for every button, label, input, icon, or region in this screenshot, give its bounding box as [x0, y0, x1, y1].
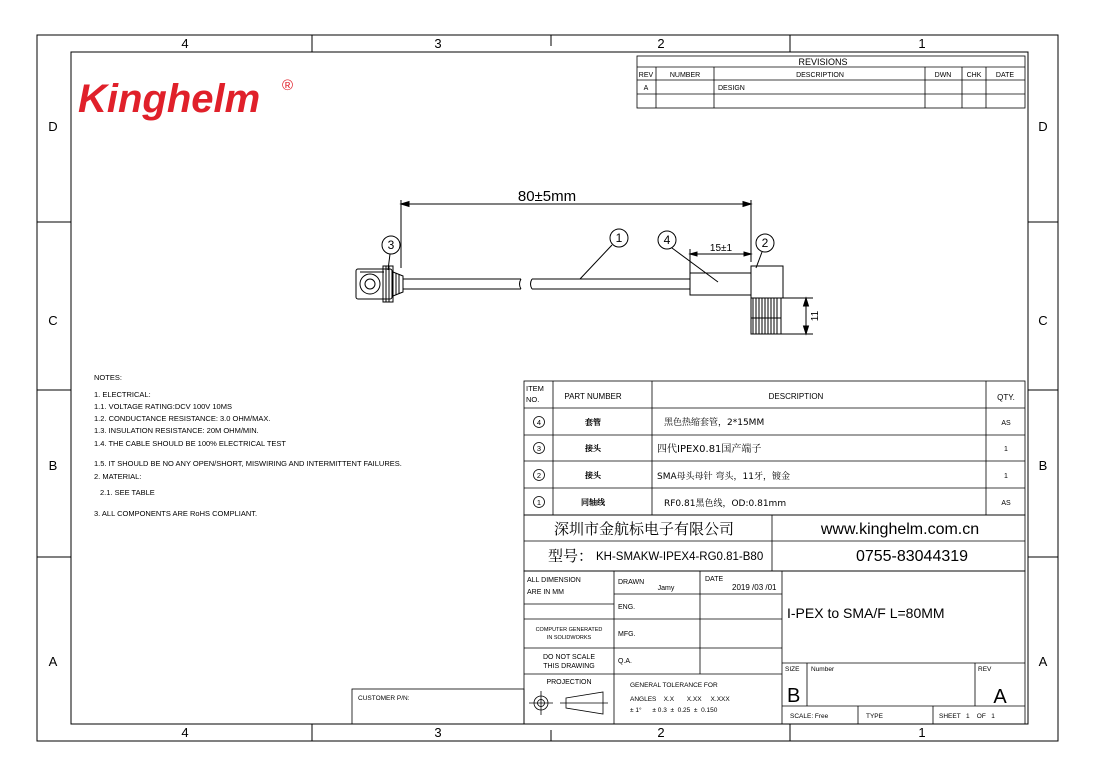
rev-header-date: DATE [995, 72, 1015, 79]
scale-label: SCALE: Free [790, 713, 829, 720]
qa-label: Q.A. [618, 658, 633, 665]
zone-bottom-3: 3 [434, 725, 442, 740]
note-line: 1.5. IT SHOULD BE NO ANY OPEN/SHORT, MISWIRING AND INTERMITTENT FAILURES. [94, 459, 402, 468]
computer-generated-label: COMPUTER GENERATED [535, 627, 603, 633]
bom-desc: RF0.81黑色线，OD:0.81mm [664, 499, 787, 509]
bom-part: 套管 [585, 418, 601, 427]
sleeve-length-dimension: 15±1 [709, 243, 733, 254]
zone-right-d: D [1038, 119, 1048, 134]
zone-top-1: 1 [918, 36, 926, 51]
rev-header-number: NUMBER [669, 72, 701, 79]
bom-item-no: 3 [536, 444, 542, 453]
bom-item-no: 2 [536, 471, 542, 480]
tolerance-title: GENERAL TOLERANCE FOR [630, 682, 718, 689]
number-label: Number [811, 666, 835, 673]
note-line: 1. ELECTRICAL: [94, 390, 151, 399]
bom-qty: 1 [1004, 446, 1008, 453]
bom-qty: AS [1001, 420, 1011, 427]
zone-left-d: D [48, 119, 58, 134]
zone-bottom-4: 4 [181, 725, 189, 740]
rev-header-chk: CHK [966, 72, 982, 79]
date-label: DATE [705, 576, 724, 583]
drawn-label: DRAWN [618, 579, 645, 586]
zone-bottom-1: 1 [918, 725, 926, 740]
note-line: 2. MATERIAL: [94, 472, 142, 481]
projection-label: PROJECTION [546, 679, 592, 686]
model-number: KH-SMAKW-IPEX4-RG0.81-B80 [596, 551, 764, 563]
all-dimension-unit: ARE IN MM [527, 589, 564, 596]
size-value: B [787, 685, 801, 707]
bom-header-description: DESCRIPTION [768, 392, 824, 401]
note-line: 1.2. CONDUCTANCE RESISTANCE: 3.0 OHM/MAX. [94, 414, 271, 423]
note-line: 3. ALL COMPONENTS ARE RoHS COMPLIANT. [94, 509, 258, 518]
revisions-title: REVISIONS [798, 57, 848, 67]
bom-part: 接头 [585, 444, 601, 453]
drawn-by: Jamy [657, 585, 675, 592]
zone-top-3: 3 [434, 36, 442, 51]
company-name: 深圳市金航标电子有限公司 [553, 520, 735, 538]
bom-header-qty: QTY. [997, 393, 1015, 402]
company-website: www.kinghelm.com.cn [820, 521, 980, 538]
solidworks-label: IN SOLIDWORKS [546, 635, 592, 641]
rev-row-a-rev: A [643, 85, 649, 92]
zone-top-4: 4 [181, 36, 189, 51]
company-phone: 0755-83044319 [855, 548, 969, 565]
balloon-3: 3 [387, 238, 395, 252]
sheet-label: SHEET 1 OF 1 [939, 713, 995, 720]
zone-right-a: A [1038, 654, 1048, 669]
bom-desc: 黑色热缩套管，2*15MM [664, 418, 765, 428]
height-dimension: 11 [810, 310, 821, 322]
rev-row-a-description: DESIGN [718, 85, 745, 92]
registered-mark: ® [282, 77, 294, 94]
note-line: 1.4. THE CABLE SHOULD BE 100% ELECTRICAL TEST [94, 439, 287, 448]
zone-top-2: 2 [657, 36, 665, 51]
drawing-date: 2019 /03 /01 [732, 583, 777, 592]
note-line: 2.1. SEE TABLE [100, 488, 155, 497]
bom-header-item: ITEM [526, 384, 544, 393]
overall-length-dimension: 80±5mm [517, 188, 577, 205]
bom-qty: AS [1001, 500, 1011, 507]
rev-label: REV [978, 666, 992, 673]
all-dimension-label: ALL DIMENSION [527, 577, 581, 584]
note-line: 1.3. INSULATION RESISTANCE: 20M OHM/MIN. [94, 426, 259, 435]
zone-left-c: C [48, 313, 58, 328]
type-label: TYPE [866, 713, 883, 720]
do-not-scale-label: DO NOT SCALE [543, 654, 595, 661]
this-drawing-label: THIS DRAWING [543, 663, 595, 670]
rev-header-rev: REV [638, 72, 654, 79]
bom-part: 接头 [585, 471, 601, 480]
zone-right-c: C [1038, 313, 1048, 328]
rev-header-dwn: DWN [934, 72, 952, 79]
zone-left-a: A [48, 654, 58, 669]
cable-assembly [356, 200, 813, 334]
size-label: SIZE [785, 666, 800, 673]
kinghelm-logo: Kinghelm [78, 77, 261, 121]
mfg-label: MFG. [618, 631, 636, 638]
customer-pn-label: CUSTOMER P/N: [358, 695, 410, 702]
zone-bottom-2: 2 [657, 725, 665, 740]
bom-header-part-number: PART NUMBER [564, 392, 622, 401]
drawing-title: I-PEX to SMA/F L=80MM [787, 605, 945, 621]
zone-right-b: B [1038, 458, 1048, 473]
bom-header-no: NO. [526, 395, 540, 404]
tolerance-row-2: ± 1° ± 0.3 ± 0.25 ± 0.150 [630, 707, 718, 714]
bom-qty: 1 [1004, 473, 1008, 480]
bom-desc: SMA母头母针 弯头，11牙，镀金 [657, 472, 790, 482]
bom-item-no: 4 [536, 418, 542, 427]
note-line: 1.1. VOLTAGE RATING:DCV 100V 10MS [94, 402, 232, 411]
tolerance-row-1: ANGLES X.X X.XX X.XXX [630, 696, 730, 703]
balloon-2: 2 [761, 236, 769, 250]
bom-item-no: 1 [536, 498, 542, 507]
balloon-1: 1 [615, 231, 623, 245]
rev-value: A [993, 686, 1007, 708]
model-label: 型号： [548, 547, 594, 565]
notes-title: NOTES: [94, 373, 122, 382]
eng-label: ENG. [618, 604, 636, 611]
inner-border [71, 52, 1028, 724]
zone-left-b: B [48, 458, 58, 473]
balloon-4: 4 [663, 233, 671, 247]
bom-part: 同轴线 [581, 498, 605, 507]
rev-header-description: DESCRIPTION [796, 72, 844, 79]
bom-desc: 四代IPEX0.81国产端子 [657, 444, 762, 455]
